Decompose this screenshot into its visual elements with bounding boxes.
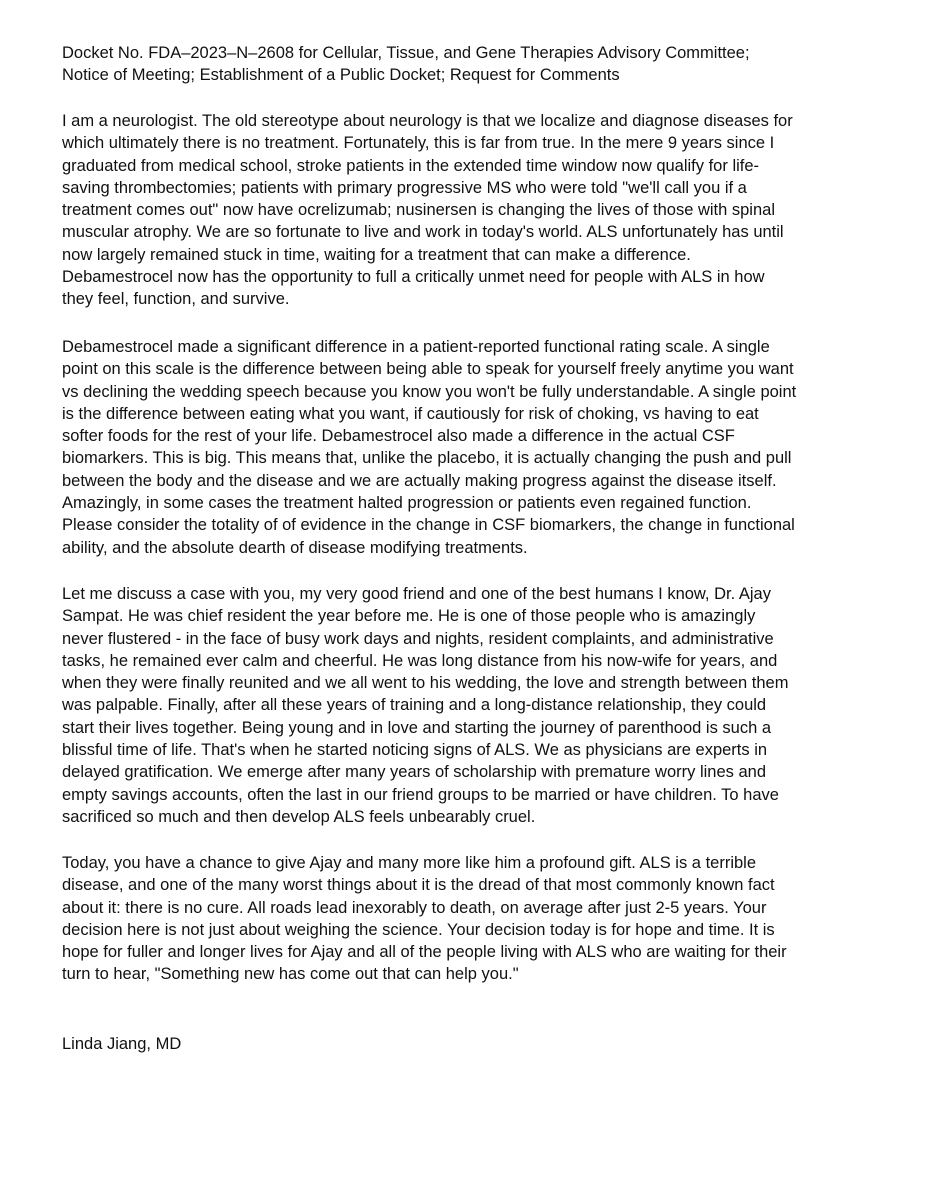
text-line: now largely remained stuck in time, waiting for a treatment that can make a difference. [62,245,691,264]
text-line: muscular atrophy. We are so fortunate to live and work in today's world. ALS unfortunately has until [62,223,784,242]
text-line: Debamestrocel made a significant difference in a patient-reported functional rating scale. A single [62,338,770,356]
text-line: point on this scale is the difference between being able to speak for yourself freely anytime you want [62,360,794,379]
text-line: Today, you have a chance to give Ajay and many more like him a profound gift. ALS is a terrible [62,854,756,872]
docket-header-line: Notice of Meeting; Establishment of a Public Docket; Request for Comments [62,66,620,85]
text-line: biomarkers. This is big. This means that, unlike the placebo, it is actually changing the push and pull [62,449,792,468]
text-line: graduated from medical school, stroke patients in the extended time window now qualify for life- [62,156,760,175]
text-line: softer foods for the rest of your life. Debamestrocel also made a difference in the actual CSF [62,427,735,446]
text-line: delayed gratification. We emerge after many years of scholarship with premature worry lines and [62,763,767,782]
text-line: sacrificed so much and then develop ALS feels unbearably cruel. [62,807,536,826]
paragraph-case-study [62,583,872,828]
text-line: Amazingly, in some cases the treatment halted progression or patients even regained function. [62,494,752,513]
text-line: empty savings accounts, often the last in our friend groups to be married or have children. To have [62,785,779,804]
text-line: is the difference between eating what you want, if cautiously for risk of choking, vs having to eat [62,404,759,423]
paragraph-introduction [62,110,872,311]
docket-header-line: Docket No. FDA–2023–N–2608 for Cellular, Tissue, and Gene Therapies Advisory Committee; [62,44,750,62]
text-line: when they were finally reunited and we all went to his wedding, the love and strength between them [62,674,789,693]
text-line: I am a neurologist. The old stereotype about neurology is that we localize and diagnose diseases for [62,112,793,130]
paragraph-conclusion [62,852,872,986]
text-line: start their lives together. Being young and in love and starting the journey of parenthood is such a [62,718,772,737]
docket-header [62,42,872,87]
text-line: Let me discuss a case with you, my very good friend and one of the best humans I know, Dr. Ajay [62,585,771,603]
text-line: which ultimately there is no treatment. Fortunately, this is far from true. In the mere 9 years since I [62,134,775,153]
text-line: disease, and one of the many worst things about it is the dread of that most commonly known fact [62,876,775,895]
text-line: tasks, he remained ever calm and cheerful. He was long distance from his now-wife for years, and [62,651,778,670]
text-line: blissful time of life. That's when he started noticing signs of ALS. We as physicians are experts in [62,741,768,760]
text-line: between the body and the disease and we are actually making progress against the disease itself. [62,471,777,490]
text-line: ability, and the absolute dearth of disease modifying treatments. [62,538,528,557]
text-line: hope for fuller and longer lives for Ajay and all of the people living with ALS who are waiting for their [62,943,787,962]
text-line: about it: there is no cure. All roads lead inexorably to death, on average after just 2-5 years. Your [62,898,767,917]
signature-name: Linda Jiang, MD [62,1035,182,1053]
text-line: turn to hear, "Something new has come out that can help you." [62,965,519,984]
text-line: Sampat. He was chief resident the year before me. He is one of those people who is amazingly [62,607,756,626]
text-line: never flustered - in the face of busy work days and nights, resident complaints, and administrative [62,629,774,648]
text-line: vs declining the wedding speech because you know you won't be fully understandable. A single point [62,382,797,401]
text-line: Debamestrocel now has the opportunity to full a critically unmet need for people with ALS in how [62,268,765,287]
paragraph-evidence [62,336,872,559]
text-line: they feel, function, and survive. [62,290,290,309]
text-line: decision here is not just about weighing the science. Your decision today is for hope and time. It is [62,920,775,939]
text-line: was palpable. Finally, after all these years of training and a long-distance relationship, they could [62,696,767,715]
text-line: treatment comes out" now have ocrelizumab; nusinersen is changing the lives of those with spinal [62,201,775,220]
text-line: saving thrombectomies; patients with primary progressive MS who were told "we'll call you if a [62,178,747,197]
signature [62,1033,872,1055]
text-line: Please consider the totality of of evidence in the change in CSF biomarkers, the change in functional [62,516,795,535]
